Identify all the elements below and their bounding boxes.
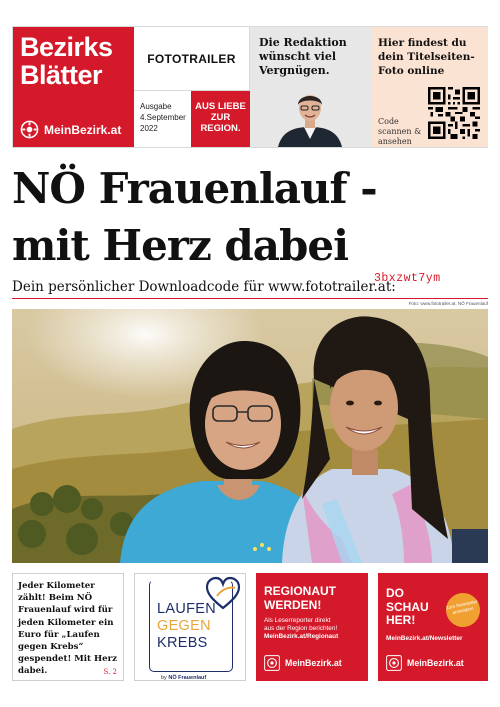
regionaut-title-2: WERDEN! — [264, 597, 322, 612]
regionaut-body — [264, 617, 360, 641]
teaser-box[interactable] — [12, 573, 124, 681]
lgk-byline — [161, 675, 206, 681]
teaser-page-ref: S. 2 — [103, 668, 117, 676]
regionaut-brand-label: MeinBezirk.at — [285, 658, 342, 668]
download-code[interactable]: 3bxzwt7ym — [374, 272, 441, 285]
qr-title: Hier findest du dein Titelseiten-Foto online — [378, 37, 475, 77]
newsletter-box[interactable] — [378, 573, 488, 681]
cover-photo-illustration — [12, 309, 488, 563]
laufen-gegen-krebs-box[interactable] — [134, 573, 246, 681]
headline-line-2: mit Herz dabei — [12, 221, 349, 270]
lgk-word-2: GEGEN — [157, 618, 211, 634]
newsletter-url[interactable]: MeinBezirk.at/Newsletter — [386, 635, 463, 642]
cover-photo[interactable] — [12, 309, 488, 563]
slogan-line-2: ZUR — [210, 112, 231, 123]
issue-label: Ausgabe — [140, 102, 172, 111]
editor-portrait — [276, 87, 344, 147]
headline — [12, 160, 492, 274]
slogan-line-3: REGION. — [200, 123, 241, 134]
slogan-box — [191, 91, 250, 147]
qr-hint: Code scannen & ansehen — [378, 117, 422, 146]
regionaut-link[interactable]: MeinBezirk.at/Regionaut — [264, 633, 339, 640]
lgk-word-3: KREBS — [157, 635, 208, 651]
teaser-text: Jeder Kilometer zählt! Beim NÖ Frauenlauf wird für jeden Kilometer ein Euro für „Laufen gegen Krebs“ gespendet! Mit Herz dabei. — [18, 581, 117, 677]
regionaut-brand — [264, 655, 342, 671]
download-code-label: Dein persönlicher Downloadcode für www.fototrailer.at: — [12, 279, 396, 295]
regionaut-body-1: Als Leserreporter direkt — [264, 617, 331, 624]
meinbezirk-logo-icon — [264, 655, 280, 671]
logo-word-2: Blätter — [20, 60, 103, 90]
masthead — [12, 26, 488, 148]
lgk-word-1: LAUFEN — [157, 601, 217, 617]
qr-code-icon[interactable] — [428, 87, 480, 139]
regionaut-body-2: aus der Region berichten! — [264, 625, 338, 632]
issue-date: 4.September — [140, 113, 186, 122]
newsletter-brand-label: MeinBezirk.at — [407, 658, 464, 668]
newsletter-title-2: SCHAU — [386, 599, 429, 614]
qr-promo-box — [372, 27, 488, 147]
slogan-line-1: AUS LIEBE — [195, 101, 246, 112]
photo-credit: Foto: www.fototrailer.at, NÖ Frauenlauf — [408, 301, 488, 306]
brand-label: MeinBezirk.at — [44, 122, 122, 137]
lgk-by: by — [161, 675, 167, 681]
meinbezirk-brand — [20, 120, 121, 139]
regionaut-box[interactable] — [256, 573, 368, 681]
headline-line-1: NÖ Frauenlauf - — [12, 164, 377, 213]
regionaut-title — [264, 585, 360, 612]
divider-rule — [12, 298, 488, 299]
meinbezirk-logo-icon — [386, 655, 402, 671]
meinbezirk-logo-icon — [20, 120, 39, 139]
section-label: FOTOTRAILER — [134, 27, 250, 91]
editorial-greeting: Die Redaktion wünscht viel Vergnügen. — [259, 36, 347, 77]
bezirksblaetter-logo[interactable] — [13, 27, 134, 147]
editorial-box — [250, 27, 372, 147]
logo-word-1: Bezirks — [20, 32, 113, 62]
regionaut-title-1: REGIONAUT — [264, 584, 336, 598]
newsletter-title-3: HER! — [386, 613, 416, 627]
issue-year: 2022 — [140, 124, 158, 133]
newsletter-brand — [386, 655, 464, 671]
newsletter-badge[interactable]: Zum Newsletter anmelden! — [443, 590, 483, 630]
newsletter-title-1: DO — [386, 586, 404, 600]
issue-info — [134, 91, 191, 147]
lgk-org: NÖ Frauenlauf — [168, 675, 207, 681]
